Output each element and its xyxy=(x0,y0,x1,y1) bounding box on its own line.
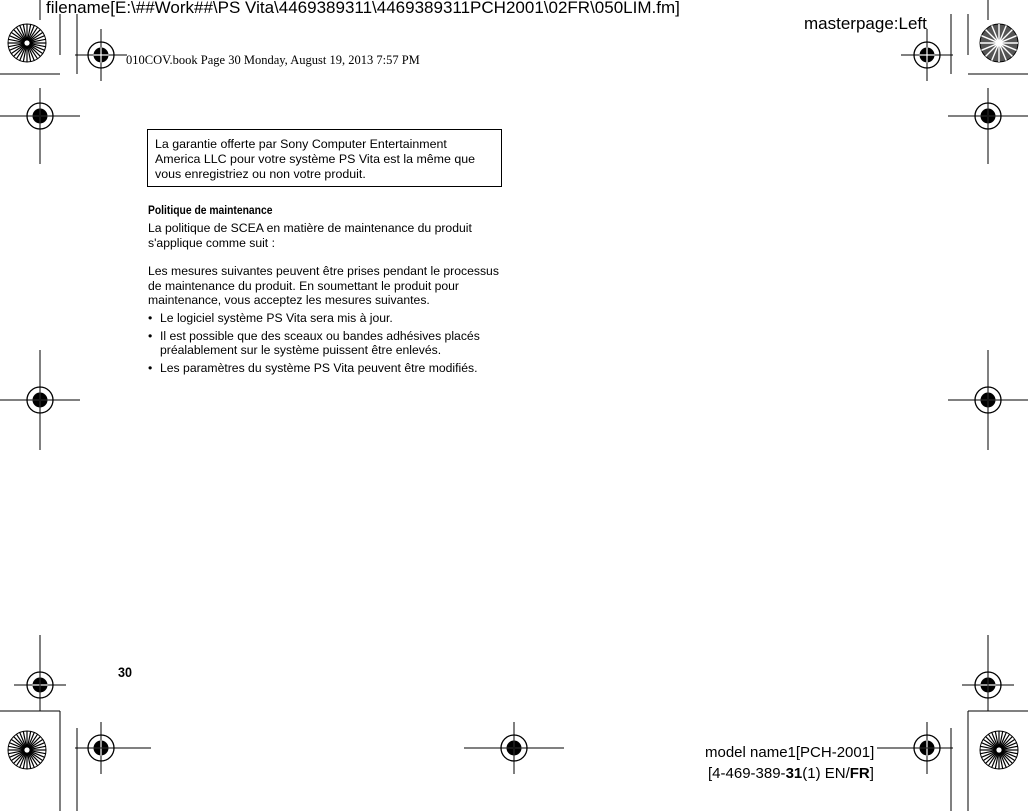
list-item-text: Le logiciel système PS Vita sera mis à jour. xyxy=(160,311,393,325)
starburst-wheel-icon xyxy=(8,24,46,62)
masterpage-label: masterpage:Left xyxy=(804,14,927,33)
code-bold-2: FR xyxy=(849,765,870,782)
list-item xyxy=(148,361,504,376)
maintenance-paragraph: Les mesures suivantes peuvent être prises pendant le processus de maintenance du produit. En soumettant le produit pour maintenance, vous acceptez les mesures suivantes. xyxy=(148,264,499,308)
list-item xyxy=(148,311,504,326)
list-item-text: Les paramètres du système PS Vita peuvent être modifiés. xyxy=(160,360,478,375)
crosshair-circle-icon xyxy=(901,29,953,81)
maintenance-intro: La politique de SCEA en matière de maintenance du produit s'applique comme suit : xyxy=(148,221,472,250)
bullet-icon: • xyxy=(148,311,153,325)
maintenance-bullet-list xyxy=(148,311,504,378)
starburst-wheel-icon xyxy=(8,731,46,769)
starburst-wheel-icon xyxy=(980,24,1018,62)
section-heading: Politique de maintenance xyxy=(148,203,273,217)
book-info-line: 010COV.book Page 30 Monday, August 19, 2013 7:57 PM xyxy=(126,53,420,67)
warranty-notice-text: La garantie offerte par Sony Computer Entertainment America LLC pour votre système PS Vita est la même que vous enregistriez ou non votre produit. xyxy=(155,137,476,181)
bullet-icon: • xyxy=(148,360,153,375)
crosshair-circle-icon xyxy=(75,29,127,81)
model-name: model name1[PCH-2001] xyxy=(705,744,875,761)
document-code xyxy=(708,764,874,784)
code-open: [4-469-389- xyxy=(708,765,786,782)
bullet-icon: • xyxy=(148,328,153,343)
starburst-wheel-icon xyxy=(980,731,1018,769)
filename-header: filename[E:\##Work##\PS Vita\4469389311\4469389311PCH2001\02FR\050LIM.fm] xyxy=(46,0,680,17)
warranty-notice-box xyxy=(147,129,502,187)
code-close: ] xyxy=(869,765,874,782)
list-item-text: Il est possible que des sceaux ou bandes adhésives placés préalablement sur le système puissent être enlevés. xyxy=(160,328,480,358)
page-number: 30 xyxy=(118,664,133,680)
code-mid: (1) EN/ xyxy=(802,765,850,782)
code-bold: 31 xyxy=(785,765,803,782)
list-item xyxy=(148,329,504,358)
